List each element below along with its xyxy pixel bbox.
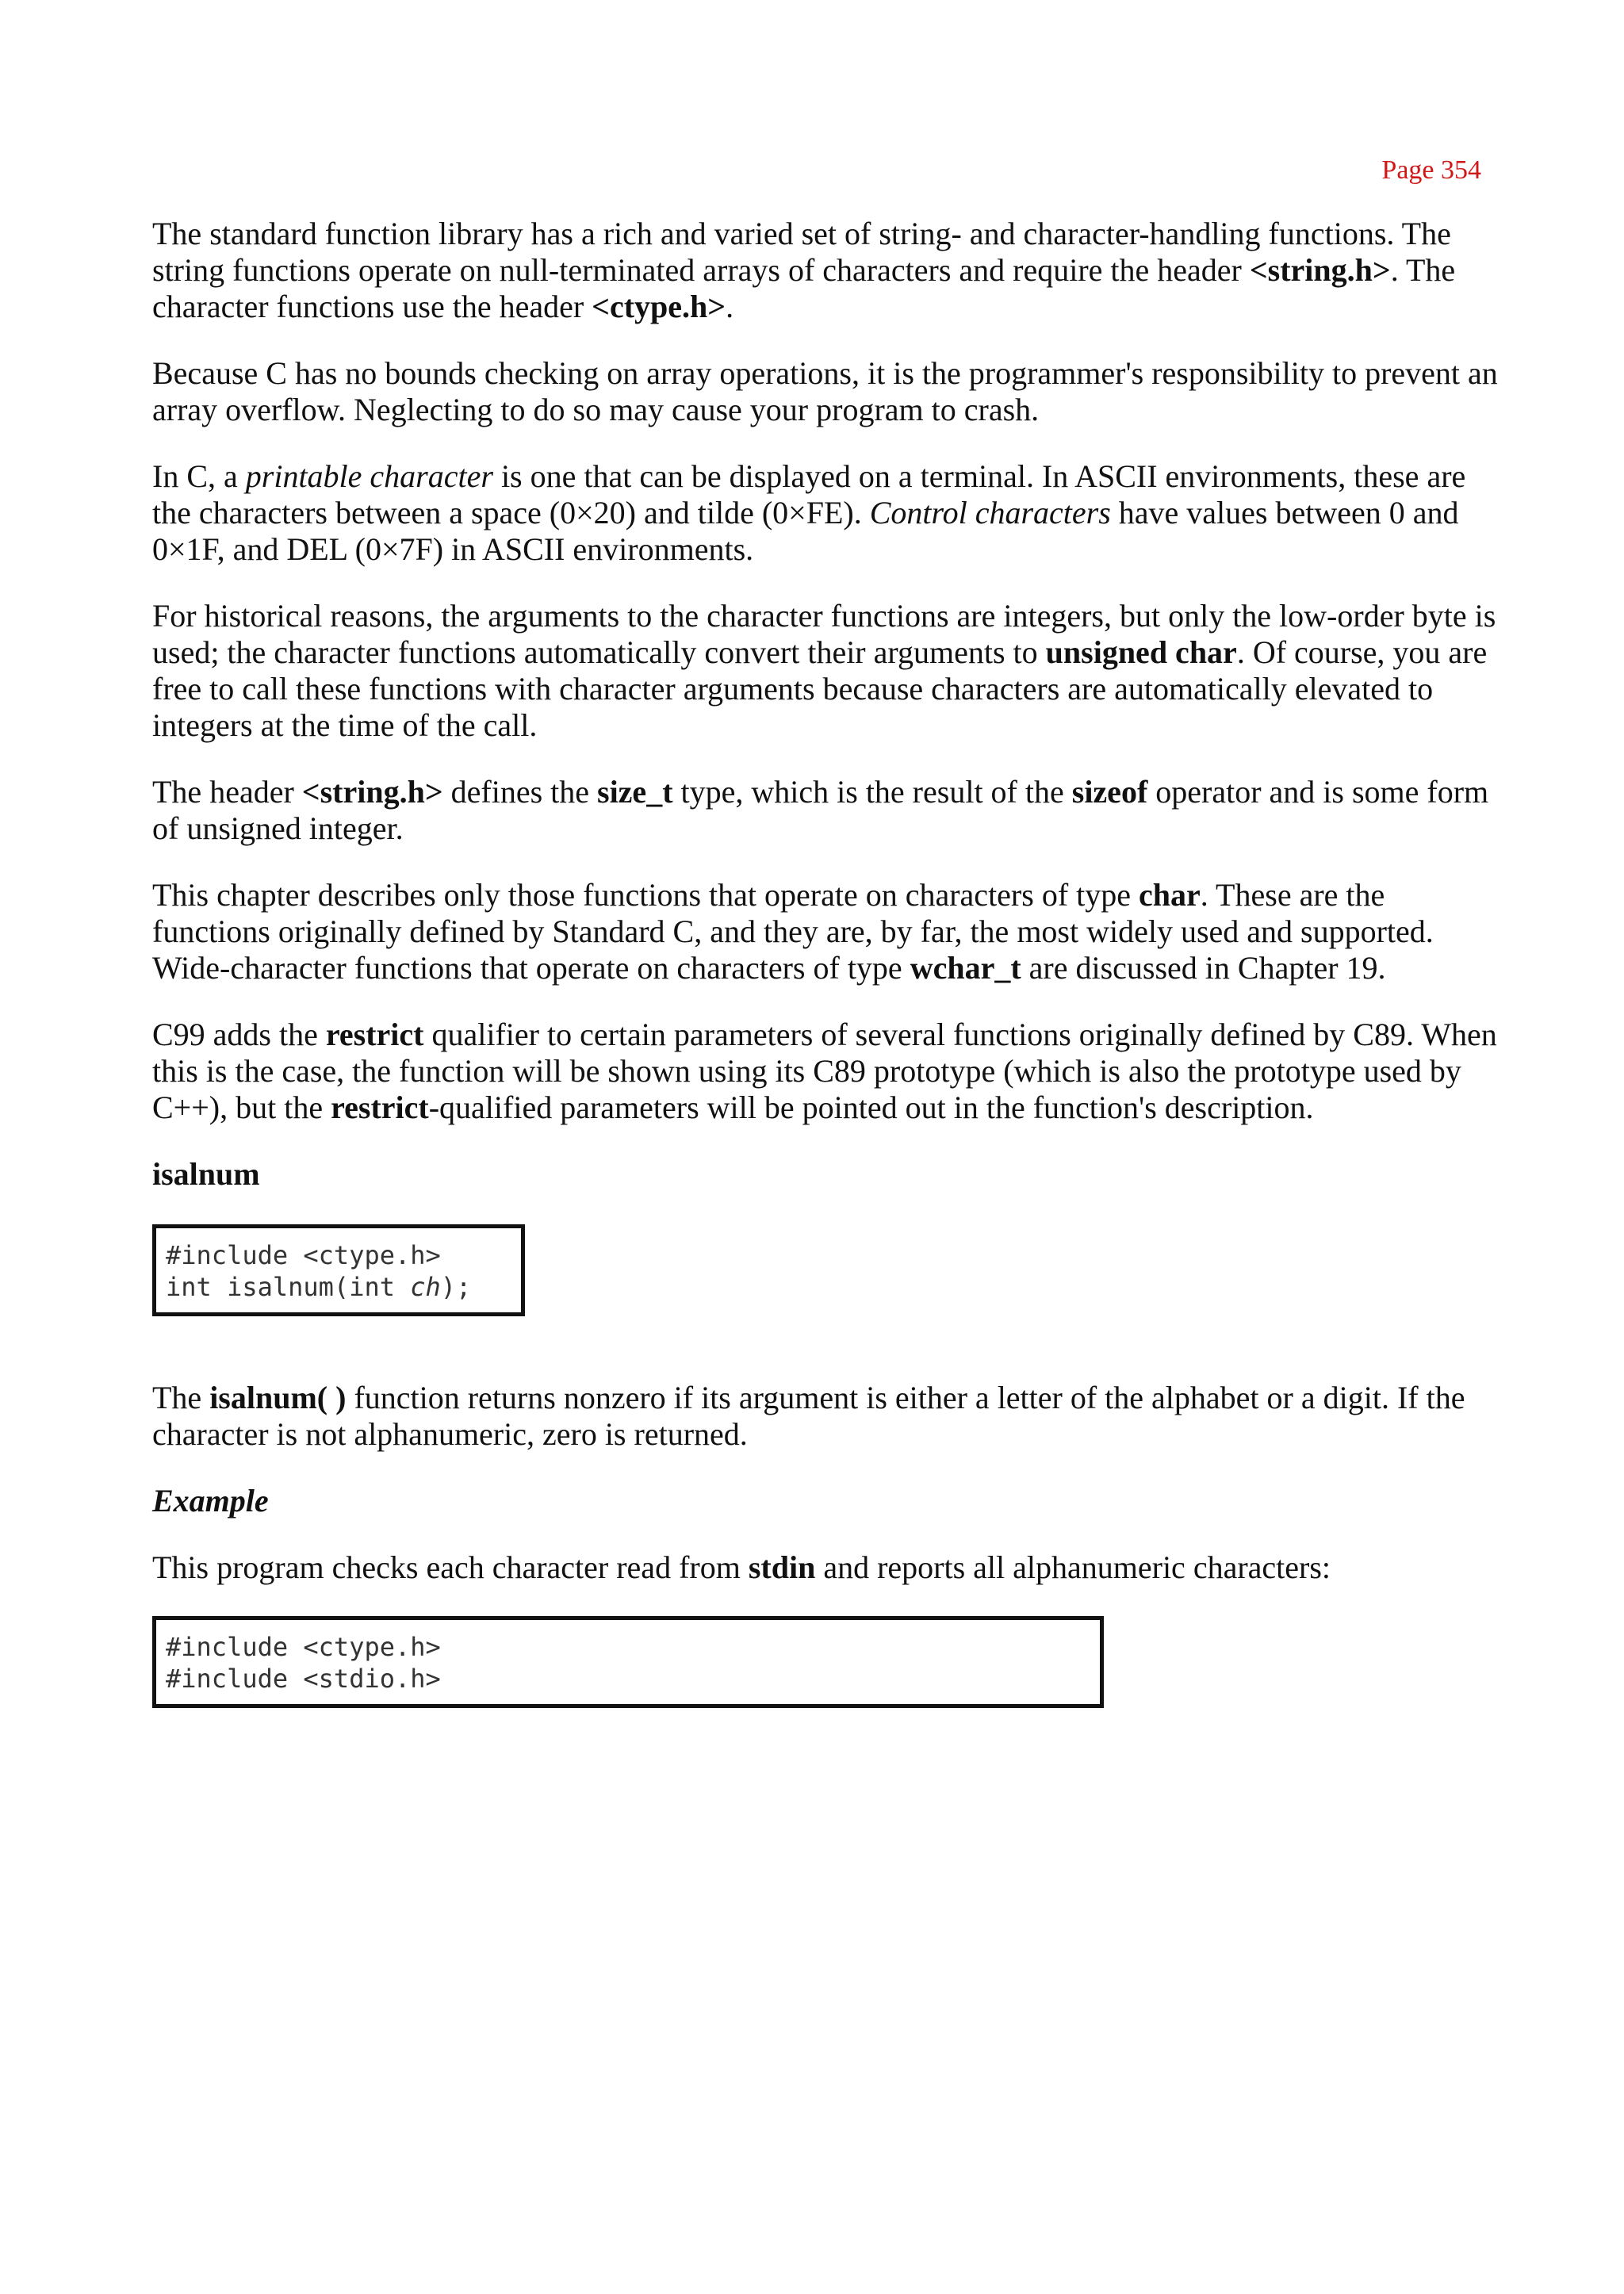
- keyword-stdin: stdin: [748, 1549, 816, 1585]
- term-printable-character: printable character: [245, 458, 493, 494]
- size-t-paragraph: [152, 774, 1500, 847]
- text-run: In C, a: [152, 458, 246, 494]
- keyword-char: char: [1139, 877, 1201, 913]
- keyword-restrict: restrict: [331, 1090, 429, 1125]
- text-run: are discussed in Chapter 19.: [1021, 950, 1386, 986]
- text-run: . These are the functions originally defined by Standard C, and they are, by far, the most widely used and supported. Wide-character functions that operate on characters of type: [152, 877, 1434, 986]
- text-run: have values between 0 and 0×1F, and DEL (0×7F) in ASCII environments.: [152, 495, 1459, 567]
- text-run: and reports all alphanumeric characters:: [815, 1549, 1331, 1585]
- code-text: int isalnum(int: [166, 1272, 411, 1302]
- text-run: . The character functions use the header: [152, 252, 1456, 324]
- restrict-paragraph: [152, 1017, 1500, 1126]
- header-string-h: <string.h>: [1249, 252, 1391, 288]
- keyword-wchar-t: wchar_t: [910, 950, 1021, 986]
- code-line: #include <ctype.h>: [166, 1632, 441, 1662]
- header-string-h: <string.h>: [301, 774, 443, 810]
- bounds-paragraph: Because C has no bounds checking on array operations, it is the programmer's responsibility to prevent an array overflow. Neglecting to do so may cause your program to crash.: [152, 355, 1498, 427]
- code-line: #include <stdio.h>: [166, 1664, 441, 1694]
- keyword-restrict: restrict: [325, 1017, 424, 1052]
- arguments-paragraph: [152, 598, 1500, 744]
- code-line: #include <ctype.h>: [166, 1240, 441, 1270]
- text-run: The header: [152, 774, 302, 810]
- text-run: -qualified parameters will be pointed out in the function's description.: [428, 1090, 1314, 1125]
- header-ctype-h: <ctype.h>: [592, 289, 726, 324]
- term-control-characters: Control characters: [869, 495, 1111, 530]
- text-run: C99 adds the: [152, 1017, 326, 1052]
- text-run: This chapter describes only those functions that operate on characters of type: [152, 877, 1139, 913]
- text-run: The standard function library has a rich and varied set of string- and character-handling functions. The string functions operate on null-terminated arrays of characters and require the header: [152, 216, 1451, 288]
- prototype-code-box: [152, 1224, 525, 1316]
- example-code-box: [152, 1616, 1104, 1708]
- text-run: function returns nonzero if its argument is either a letter of the alphabet or a digit. If the character is not alphanumeric, zero is returned.: [152, 1380, 1465, 1452]
- code-line: [166, 1271, 511, 1303]
- keyword-sizeof: sizeof: [1071, 774, 1148, 810]
- code-param: ch: [410, 1272, 441, 1302]
- intro-paragraph: [152, 216, 1500, 325]
- keyword-size-t: size_t: [597, 774, 673, 810]
- text-run: qualifier to certain parameters of several functions originally defined by C89. When this is the case, the function will be shown using its C89 prototype (which is also the prototype used by C++), but the: [152, 1017, 1497, 1125]
- text-run: This program checks each character read from: [152, 1549, 749, 1585]
- text-run: For historical reasons, the arguments to the character functions are integers, but only the low-order byte is used; the character functions automatically convert their arguments to: [152, 598, 1496, 670]
- text-run: .: [726, 289, 734, 324]
- function-heading-isalnum: isalnum: [152, 1156, 260, 1192]
- text-run: type, which is the result of the: [672, 774, 1072, 810]
- printable-paragraph: [152, 458, 1500, 568]
- example-heading: Example: [152, 1483, 269, 1518]
- page-number: Page 354: [1381, 155, 1481, 185]
- text-run: operator and is some form of unsigned integer.: [152, 774, 1489, 846]
- keyword-isalnum: isalnum( ): [209, 1380, 347, 1415]
- code-text: );: [440, 1272, 472, 1302]
- text-run: The: [152, 1380, 210, 1415]
- text-run: . Of course, you are free to call these functions with character arguments because characters are automatically elevated to integers at the time of the call.: [152, 634, 1488, 743]
- chapter-scope-paragraph: [152, 877, 1500, 986]
- example-intro: [152, 1549, 1500, 1586]
- isalnum-description: [152, 1380, 1500, 1453]
- keyword-unsigned-char: unsigned char: [1045, 634, 1237, 670]
- text-run: is one that can be displayed on a terminal. In ASCII environments, these are the characters between a space (0×20) and tilde (0×FE).: [152, 458, 1466, 530]
- page-content: [152, 216, 1500, 1771]
- text-run: defines the: [442, 774, 597, 810]
